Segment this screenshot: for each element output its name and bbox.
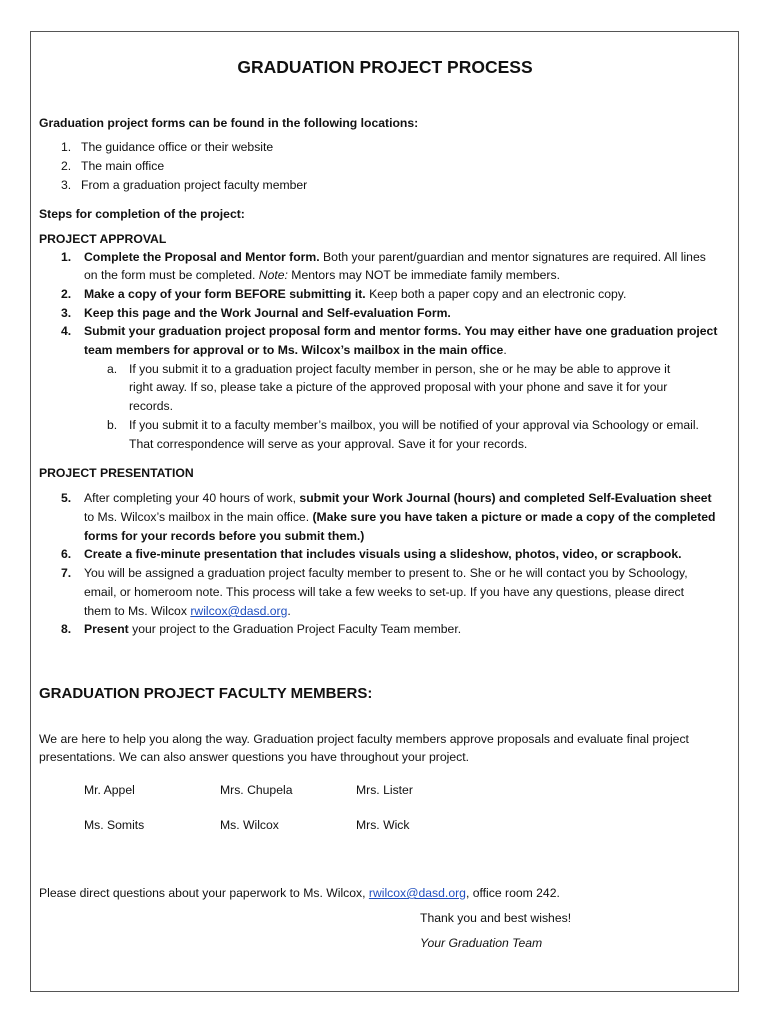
step-8 — [84, 620, 461, 639]
email-link[interactable]: rwilcox@dasd.org — [368, 886, 466, 900]
faculty-intro-line2: presentations. We can also answer questions you have throughout your project. — [39, 750, 469, 764]
step-5-bold: submit your Work Journal (hours) and completed Self-Evaluation sheet — [299, 491, 712, 505]
signature: Your Graduation Team — [420, 936, 543, 950]
faculty-member: Mr. Appel — [84, 783, 135, 797]
list-item — [61, 176, 307, 195]
list-number: 2. — [61, 159, 72, 173]
step-5-text: After completing your 40 hours of work, — [84, 491, 300, 505]
email-link[interactable]: rwilcox@dasd.org — [190, 604, 288, 618]
list-number: 3. — [61, 178, 72, 192]
list-number: 1. — [61, 140, 72, 154]
step-number: 8. — [61, 622, 72, 636]
sub-b-line2: That correspondence will serve as your approval. Save it for your records. — [129, 437, 528, 451]
step-1 — [84, 248, 706, 267]
step-5-line3: forms for your records before you submit them.) — [84, 529, 365, 543]
step-4-line2-end: . — [503, 343, 507, 357]
step-3: Keep this page and the Work Journal and Self-evaluation Form. — [84, 306, 451, 320]
list-text: From a graduation project faculty member — [81, 178, 308, 192]
step-4-line2 — [84, 341, 507, 360]
step-7-line2: email, or homeroom note. This process will take a few weeks to set-up. If you have any questions, please direct — [84, 585, 684, 599]
step-2-text: Keep both a paper copy and an electronic copy. — [365, 287, 627, 301]
list-item — [61, 138, 273, 157]
sub-a-line3: records. — [129, 399, 174, 413]
step-number: 6. — [61, 547, 72, 561]
step-5-line2-text: to Ms. Wilcox’s mailbox in the main office. — [84, 510, 313, 524]
approval-heading: PROJECT APPROVAL — [39, 232, 167, 246]
sub-a-line1: If you submit it to a graduation project faculty member in person, she or he may be able to approve it — [129, 362, 671, 376]
step-1-line2-tail: Mentors may NOT be immediate family members. — [287, 268, 560, 282]
step-number: 3. — [61, 306, 72, 320]
step-number: 2. — [61, 287, 72, 301]
step-7-line3 — [84, 602, 291, 621]
step-5-line2-bold: (Make sure you have taken a picture or made a copy of the completed — [312, 510, 716, 524]
step-1-bold: Complete the Proposal and Mentor form. — [84, 250, 320, 264]
locations-intro: Graduation project forms can be found in the following locations: — [39, 116, 419, 130]
step-5-line1 — [84, 489, 712, 508]
faculty-member: Mrs. Chupela — [220, 783, 293, 797]
faculty-member: Ms. Wilcox — [220, 818, 279, 832]
step-7-line3-end: . — [287, 604, 291, 618]
step-5-line2 — [84, 508, 716, 527]
step-2 — [84, 285, 626, 304]
step-6: Create a five-minute presentation that includes visuals using a slideshow, photos, video, or scrapbook. — [84, 547, 682, 561]
list-text: The guidance office or their website — [81, 140, 274, 154]
step-1-line2 — [84, 266, 560, 285]
sub-letter: b. — [107, 418, 118, 432]
step-8-text: your project to the Graduation Project Faculty Team member. — [128, 622, 462, 636]
step-number: 7. — [61, 566, 72, 580]
step-number: 5. — [61, 491, 72, 505]
thanks-line: Thank you and best wishes! — [420, 911, 572, 925]
note-label: Note: — [258, 268, 288, 282]
faculty-member: Mrs. Lister — [356, 783, 413, 797]
faculty-intro-line1: We are here to help you along the way. Graduation project faculty members approve proposals and evaluate final project — [39, 732, 689, 746]
step-number: 4. — [61, 324, 72, 338]
page-title: GRADUATION PROJECT PROCESS — [237, 57, 533, 77]
step-8-bold: Present — [84, 622, 129, 636]
list-item — [61, 157, 164, 176]
step-1-line2-text: on the form must be completed. — [84, 268, 259, 282]
step-4-line1: Submit your graduation project proposal form and mentor forms. You may either have one graduation project — [84, 324, 718, 338]
faculty-member: Ms. Somits — [84, 818, 145, 832]
faculty-heading: GRADUATION PROJECT FACULTY MEMBERS: — [39, 685, 373, 702]
step-2-bold: Make a copy of your form BEFORE submitting it. — [84, 287, 366, 301]
step-1-text: Both your parent/guardian and mentor signatures are required. All lines — [319, 250, 706, 264]
faculty-member: Mrs. Wick — [356, 818, 410, 832]
step-7-line3-text: them to Ms. Wilcox — [84, 604, 191, 618]
step-4-line2-text: team members for approval or to Ms. Wilcox’s mailbox in the main office — [84, 343, 504, 357]
closing-line — [39, 884, 560, 903]
list-text: The main office — [81, 159, 165, 173]
step-number: 1. — [61, 250, 72, 264]
sub-letter: a. — [107, 362, 118, 376]
steps-heading: Steps for completion of the project: — [39, 207, 245, 221]
sub-b-line1: If you submit it to a faculty member’s mailbox, you will be notified of your approval via Schoology or email. — [129, 418, 699, 432]
closing-text: Please direct questions about your paperwork to Ms. Wilcox, — [39, 886, 369, 900]
closing-tail: , office room 242. — [465, 886, 560, 900]
step-7-line1: You will be assigned a graduation project faculty member to present to. She or he will contact you by Schoology, — [84, 566, 688, 580]
sub-a-line2: right away. If so, please take a picture of the approved proposal with your phone and save it for your — [129, 380, 668, 394]
presentation-heading: PROJECT PRESENTATION — [39, 466, 194, 480]
